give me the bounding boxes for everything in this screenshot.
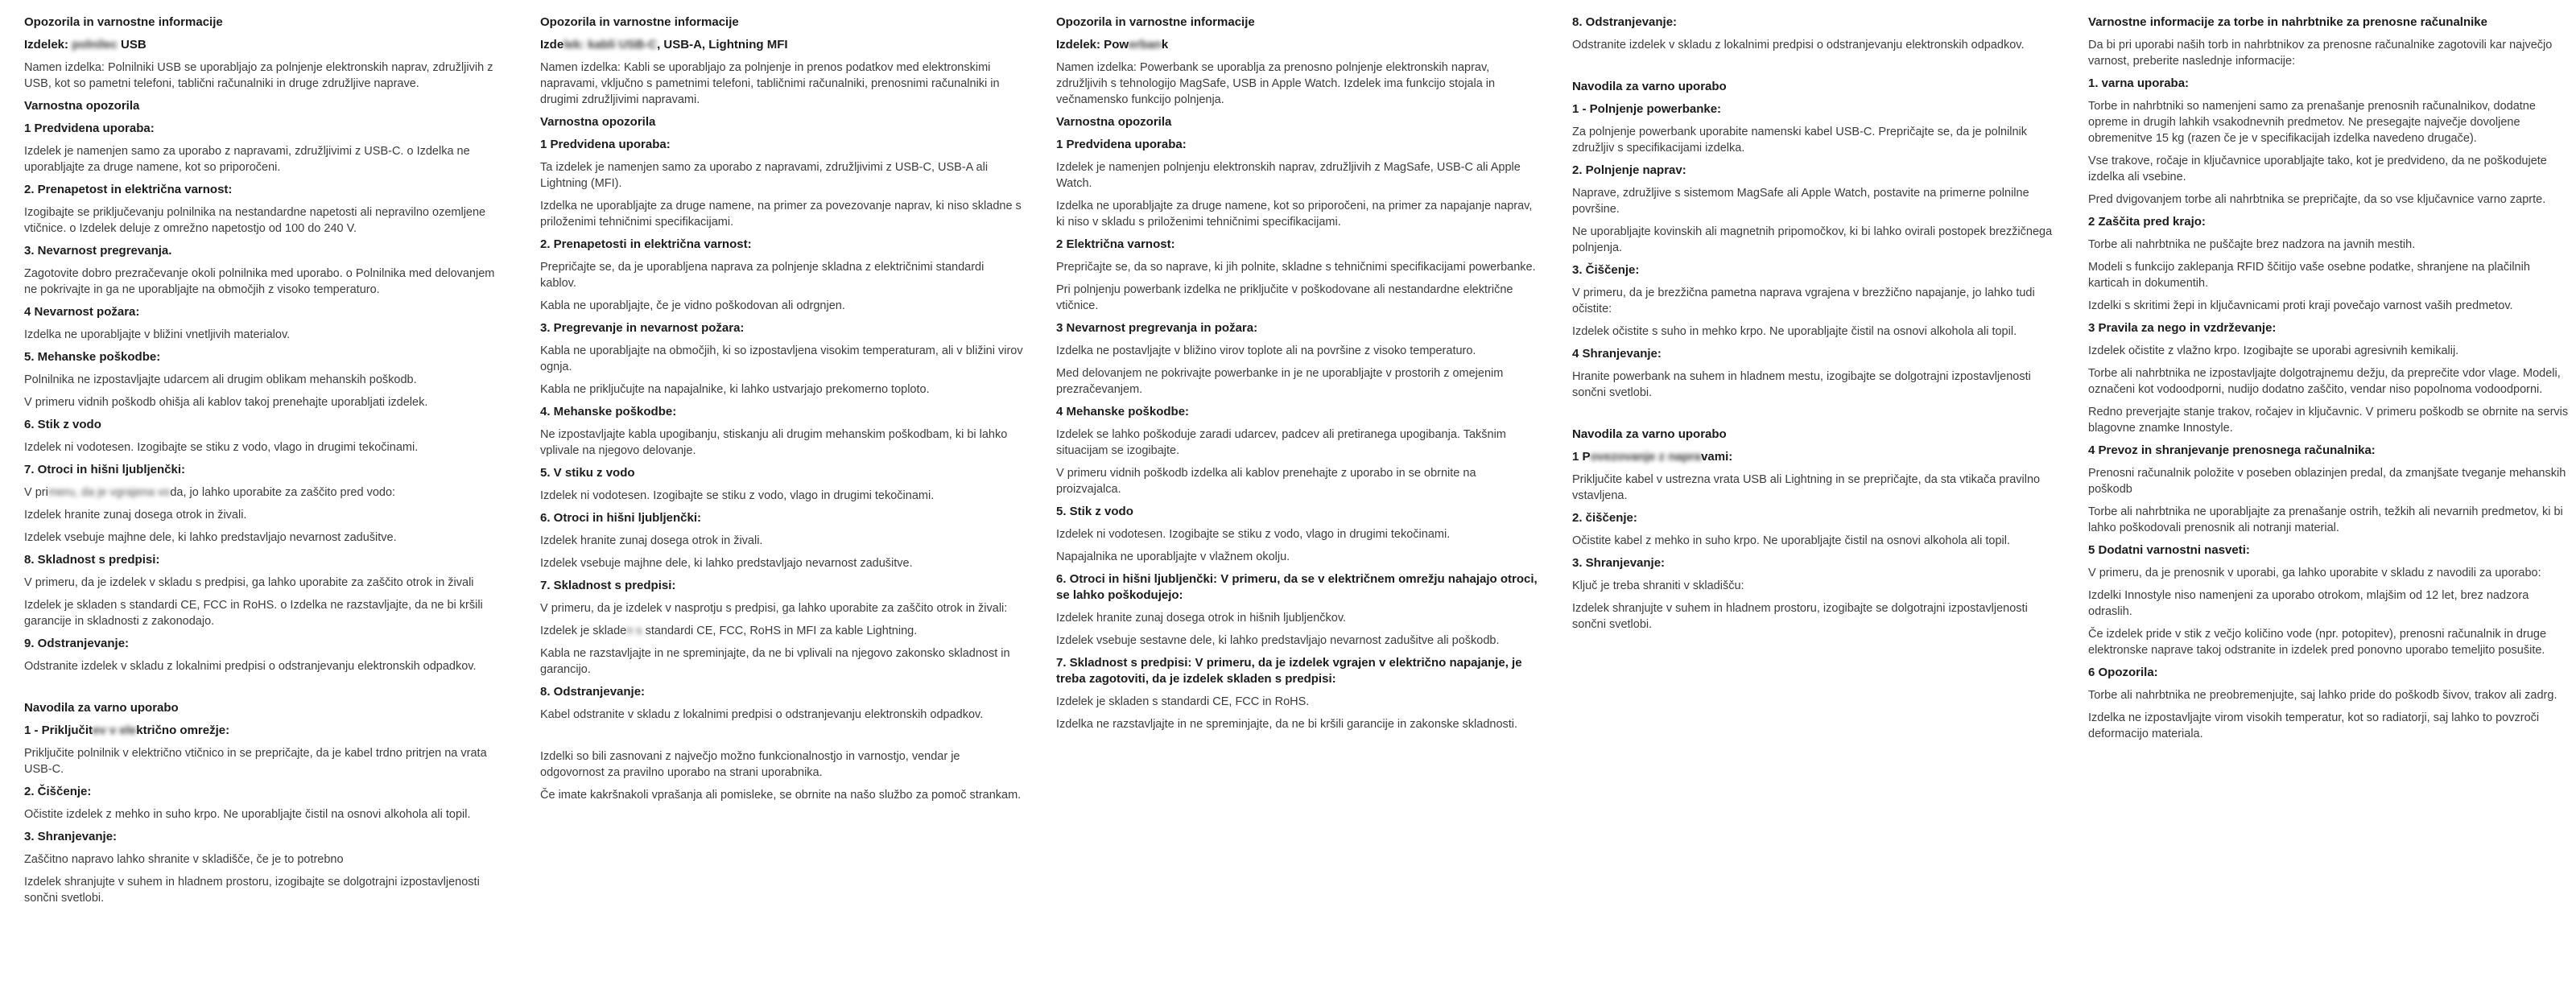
section-heading bbox=[1572, 449, 2055, 465]
paragraph: Če izdelek pride v stik z večjo količino vode (npr. potopitev), prenosni računalnik in druge elektronske naprave takoj odstranite in izdelek pred ponovno uporabo temeljito posušite. bbox=[2088, 628, 2547, 657]
text-run: vami: bbox=[1701, 450, 1733, 464]
section-heading: 6. Otroci in hišni ljubljenčki: V primeru, da se v električnem omrežju nahajajo otroci, se lahko poškodujejo: bbox=[1056, 572, 1538, 602]
text-run: da, jo lahko uporabite za zaščito pred vodo: bbox=[170, 486, 396, 499]
text-run: Izde bbox=[540, 38, 564, 52]
paragraph: Pred dvigovanjem torbe ali nahrbtnika se prepričajte, da so vse ključavnice varno zaprte. bbox=[2088, 193, 2546, 206]
section-heading: 4. Mehanske poškodbe: bbox=[540, 405, 677, 418]
paragraph: Izdelek hranite zunaj dosega otrok in živali. bbox=[540, 534, 763, 547]
paragraph: Polnilnika ne izpostavljajte udarcem ali drugim oblikam mehanskih poškodb. bbox=[24, 373, 417, 386]
paragraph: Izdelek se lahko poškoduje zaradi udarcev, padcev ali pretiranega upogibanja. Takšnim situacijam se izogibajte. bbox=[1056, 428, 1506, 457]
paragraph: Torbe ali nahrbtnika ne puščajte brez nadzora na javnih mestih. bbox=[2088, 238, 2416, 251]
column-usb-charger-warnings bbox=[24, 14, 507, 913]
paragraph: V primeru vidnih poškodb ohišja ali kablov takoj prenehajte uporabljati izdelek. bbox=[24, 396, 428, 409]
text-run: 1 P bbox=[1572, 450, 1591, 464]
section-heading: Varnostna opozorila bbox=[540, 115, 656, 129]
paragraph: Modeli s funkcijo zaklepanja RFID ščitijo vaše osebne podatke, shranjene na plačilnih karticah in dokumentih. bbox=[2088, 261, 2530, 290]
column-laptop-bags-safety bbox=[2088, 14, 2571, 748]
paragraph: Izdelki s skritimi žepi in ključavnicami proti kraji povečajo varnost vaših predmetov. bbox=[2088, 299, 2513, 312]
paragraph: Namen izdelka: Polnilniki USB se uporabljajo za polnjenje elektronskih naprav, združljivih z USB, kot so pametni telefoni, tablični računalniki in druge združljive naprave. bbox=[24, 61, 493, 90]
section-heading: 1 Predvidena uporaba: bbox=[24, 122, 155, 135]
paragraph: V primeru vidnih poškodb izdelka ali kablov prenehajte z uporabo in se obrnite na proizvajalca. bbox=[1056, 467, 1476, 496]
paragraph bbox=[24, 484, 507, 501]
blurred-text-run: n s bbox=[626, 625, 646, 637]
section-heading: 7. Otroci in hišni ljubljenčki: bbox=[24, 463, 186, 476]
paragraph: V primeru, da je izdelek v skladu s predpisi, ga lahko uporabite za zaščito otrok in živali bbox=[24, 576, 474, 589]
text-run: k bbox=[1161, 38, 1169, 52]
section-heading: 6 Opozorila: bbox=[2088, 666, 2158, 679]
paragraph: Kabla ne uporabljajte na območjih, ki so izpostavljena visokim temperaturam, ali v bližini virov ognja. bbox=[540, 344, 1023, 373]
paragraph: Izdelka ne uporabljajte za druge namene, kot so priporočeni, na primer za napajanje naprav, ki niso v skladu s priloženimi tehničnimi specifikacijami. bbox=[1056, 200, 1533, 229]
section-heading: 5. Mehanske poškodbe: bbox=[24, 350, 161, 364]
paragraph: Zagotovite dobro prezračevanje okoli polnilnika med uporabo. o Polnilnika med delovanjem ne pokrivajte in ga ne uporabljajte na območjih z visoko temperaturo. bbox=[24, 267, 495, 296]
text-run: Izdelek: bbox=[24, 38, 72, 52]
section-heading: 3. Čiščenje: bbox=[1572, 263, 1640, 277]
section-heading bbox=[1056, 37, 1539, 53]
section-heading: 1 - Polnjenje powerbanke: bbox=[1572, 102, 1722, 116]
paragraph: Odstranite izdelek v skladu z lokalnimi predpisi o odstranjevanju elektronskih odpadkov. bbox=[24, 660, 477, 673]
text-run: , USB-A, Lightning MFI bbox=[657, 38, 788, 52]
paragraph: V primeru, da je prenosnik v uporabi, ga lahko uporabite v skladu z navodili za uporabo: bbox=[2088, 567, 2541, 579]
paragraph: Če imate kakršnakoli vprašanja ali pomisleke, se obrnite na našo službo za pomoč strankam. bbox=[540, 789, 1022, 802]
section-heading bbox=[24, 37, 507, 53]
paragraph: Izdelek očistite z vlažno krpo. Izogibajte se uporabi agresivnih kemikalij. bbox=[2088, 344, 2459, 357]
paragraph bbox=[540, 623, 1023, 639]
paragraph: Kabla ne priključujte na napajalnike, ki lahko ustvarjajo prekomerno toploto. bbox=[540, 383, 930, 396]
paragraph: Izogibajte se priključevanju polnilnika na nestandardne napetosti ali nepravilno ozemljene vtičnice. o Izdelek deluje z omrežno napetostjo od 100 do 240 V. bbox=[24, 206, 486, 235]
paragraph: Priključite kabel v ustrezna vrata USB ali Lightning in se prepričajte, da sta vtikača pravilno vstavljena. bbox=[1572, 473, 2041, 502]
paragraph: Torbe ali nahrbtnika ne uporabljajte za prenašanje ostrih, težkih ali nevarnih predmetov, ki bi lahko poškodovali prenosnik ali notranji material. bbox=[2088, 505, 2563, 534]
paragraph: Očistite kabel z mehko in suho krpo. Ne uporabljajte čistil na osnovi alkohola ali topil. bbox=[1572, 534, 2011, 547]
section-heading: 2. Prenapetosti in električna varnost: bbox=[540, 237, 752, 251]
section-heading: Varnostna opozorila bbox=[1056, 115, 1172, 129]
section-heading: 8. Skladnost s predpisi: bbox=[24, 553, 160, 567]
spacer bbox=[1572, 60, 2055, 79]
section-heading: 3. Nevarnost pregrevanja. bbox=[24, 244, 172, 258]
section-heading: 7. Skladnost s predpisi: bbox=[540, 579, 676, 592]
section-heading: 4 Prevoz in shranjevanje prenosnega računalnika: bbox=[2088, 443, 2376, 457]
section-heading: 5. Stik z vodo bbox=[1056, 505, 1133, 518]
section-heading: 4 Mehanske poškodbe: bbox=[1056, 405, 1190, 418]
section-heading: Opozorila in varnostne informacije bbox=[24, 15, 223, 29]
paragraph: Izdelek je namenjen samo za uporabo z napravami, združljivimi z USB-C. o Izdelka ne uporabljajte za druge namene, kot so priporočeni. bbox=[24, 145, 470, 174]
section-heading: 1 Predvidena uporaba: bbox=[540, 138, 671, 151]
paragraph: Izdelek je skladen s standardi CE, FCC in RoHS. bbox=[1056, 695, 1310, 708]
paragraph: Torbe ali nahrbtnika ne preobremenjujte, saj lahko pride do poškodb šivov, trakov ali zadrg. bbox=[2088, 689, 2557, 702]
column-cables-warnings bbox=[540, 14, 1023, 810]
paragraph: Očistite izdelek z mehko in suho krpo. Ne uporabljajte čistil na osnovi alkohola ali topil. bbox=[24, 808, 471, 821]
paragraph: Ta izdelek je namenjen samo za uporabo z napravami, združljivimi z USB-C, USB-A ali Lightning (MFI). bbox=[540, 161, 989, 190]
paragraph: Izdelek vsebuje majhne dele, ki lahko predstavljajo nevarnost zadušitve. bbox=[540, 557, 913, 570]
paragraph: V primeru, da je brezžična pametna naprava vgrajena v brezžično napajanje, jo lahko tudi očistite: bbox=[1572, 287, 2035, 315]
section-heading: 2 Električna varnost: bbox=[1056, 237, 1175, 251]
section-heading: 4 Nevarnost požara: bbox=[24, 305, 140, 319]
section-heading: 3 Pravila za nego in vzdrževanje: bbox=[2088, 321, 2277, 335]
paragraph: Izdelka ne postavljajte v bližino virov toplote ali na površine z visoko temperaturo. bbox=[1056, 344, 1476, 357]
blurred-text-run: ovezovanje z napra bbox=[1590, 450, 1702, 464]
section-heading: 3 Nevarnost pregrevanja in požara: bbox=[1056, 321, 1258, 335]
blurred-text-run: lek: kabli USB-C bbox=[564, 38, 658, 52]
paragraph: Torbe ali nahrbtnika ne izpostavljajte dolgotrajnemu dežju, da preprečite vdor vlage. Modeli, označeni kot vodoodporni, nudijo dodatno zaščito, vendar niso popolnoma vodoodporni. bbox=[2088, 367, 2561, 396]
section-heading: 3. Shranjevanje: bbox=[24, 830, 118, 843]
paragraph: Naprave, združljive s sistemom MagSafe ali Apple Watch, postavite na primerne polnilne površine. bbox=[1572, 187, 2029, 216]
section-heading: 2. čiščenje: bbox=[1572, 511, 1637, 525]
section-heading: 3. Pregrevanje in nevarnost požara: bbox=[540, 321, 745, 335]
paragraph: Izdelka ne razstavljajte in ne spreminjajte, da ne bi kršili garancije in zakonske skladnosti. bbox=[1056, 718, 1518, 731]
paragraph: Namen izdelka: Kabli se uporabljajo za polnjenje in prenos podatkov med elektronskimi napravami, vključno s pametnimi telefoni, tabličnimi računalniki, prenosnimi računalniki in drugimi združljivimi napravami. bbox=[540, 61, 1000, 106]
section-heading: 7. Skladnost s predpisi: V primeru, da je izdelek vgrajen v električno napajanje, je treba zagotoviti, da je izdelek skladen s predpisi: bbox=[1056, 656, 1522, 686]
paragraph: Izdelek ni vodotesen. Izogibajte se stiku z vodo, vlago in drugimi tekočinami. bbox=[24, 441, 419, 454]
blurred-text-run: erban bbox=[1129, 38, 1162, 52]
paragraph: Za polnjenje powerbank uporabite namenski kabel USB-C. Prepričajte se, da je polnilnik združljiv s specifikacijami izdelka. bbox=[1572, 126, 2028, 155]
paragraph: Izdelek hranite zunaj dosega otrok in hišnih ljubljenčkov. bbox=[1056, 612, 1347, 625]
section-heading: Varnostne informacije za torbe in nahrbtnike za prenosne računalnike bbox=[2088, 15, 2487, 29]
section-heading: 8. Odstranjevanje: bbox=[1572, 15, 1678, 29]
section-heading: 1. varna uporaba: bbox=[2088, 76, 2190, 90]
paragraph: Izdelek vsebuje majhne dele, ki lahko predstavljajo nevarnost zadušitve. bbox=[24, 531, 397, 544]
paragraph: Napajalnika ne uporabljajte v vlažnem okolju. bbox=[1056, 550, 1290, 563]
paragraph: Kabla ne razstavljajte in ne spreminjajte, da ne bi vplivali na njegovo zakonsko skladnost in garancijo. bbox=[540, 647, 1010, 676]
column-powerbank-warnings bbox=[1056, 14, 1539, 739]
section-heading: 2. Čiščenje: bbox=[24, 785, 92, 798]
section-heading: 5. V stiku z vodo bbox=[540, 466, 635, 480]
spacer bbox=[24, 681, 507, 700]
paragraph: Izdelka ne izpostavljajte virom visokih temperatur, kot so radiatorji, saj lahko to povzroči deformacijo materiala. bbox=[2088, 711, 2540, 740]
text-run: V pri bbox=[24, 486, 48, 499]
paragraph: Pri polnjenju powerbank izdelka ne priključite v poškodovane ali nestandardne električne vtičnice. bbox=[1056, 283, 1513, 312]
paragraph: Vse trakove, ročaje in ključavnice uporabljajte tako, kot je predvideno, da ne poškodujete izdelka ali vsebine. bbox=[2088, 155, 2547, 183]
paragraph: Odstranite izdelek v skladu z lokalnimi predpisi o odstranjevanju elektronskih odpadkov. bbox=[1572, 39, 2025, 52]
section-heading: Navodila za varno uporabo bbox=[1572, 80, 1727, 93]
section-heading: 4 Shranjevanje: bbox=[1572, 347, 1662, 361]
blurred-text-run: polnilec bbox=[72, 38, 118, 52]
paragraph: Med delovanjem ne pokrivajte powerbanke in je ne uporabljajte v prostorih z omejenim prezračevanjem. bbox=[1056, 367, 1504, 396]
section-heading: 2. Polnjenje naprav: bbox=[1572, 163, 1686, 177]
section-heading: 6. Otroci in hišni ljubljenčki: bbox=[540, 511, 702, 525]
paragraph: Izdelek ni vodotesen. Izogibajte se stiku z vodo, vlago in drugimi tekočinami. bbox=[1056, 528, 1451, 541]
section-heading: Opozorila in varnostne informacije bbox=[1056, 15, 1255, 29]
paragraph: Redno preverjajte stanje trakov, ročajev in ključavnic. V primeru poškodb se obrnite na servis blagovne znamke Innostyle. bbox=[2088, 406, 2569, 435]
paragraph: Zaščitno napravo lahko shranite v skladišče, če je to potrebno bbox=[24, 853, 344, 866]
section-heading: 6. Stik z vodo bbox=[24, 418, 101, 431]
blurred-text-run: ev v ele bbox=[93, 724, 137, 737]
paragraph: Izdelek hranite zunaj dosega otrok in živali. bbox=[24, 509, 247, 522]
section-heading: Navodila za varno uporabo bbox=[24, 701, 179, 715]
paragraph: Da bi pri uporabi naših torb in nahrbtnikov za prenosne računalnike zagotovili kar največjo varnost, preberite naslednje informacije: bbox=[2088, 39, 2553, 68]
paragraph: V primeru, da je izdelek v nasprotju s predpisi, ga lahko uporabite za zaščito otrok in živali: bbox=[540, 602, 1008, 615]
section-heading: 2. Prenapetost in električna varnost: bbox=[24, 183, 233, 196]
paragraph: Izdelek je skladen s standardi CE, FCC in RoHS. o Izdelka ne razstavljajte, da ne bi kršili garancije in skladnosti z zakonodajo. bbox=[24, 599, 483, 628]
section-heading: Opozorila in varnostne informacije bbox=[540, 15, 739, 29]
paragraph: Namen izdelka: Powerbank se uporablja za prenosno polnjenje elektronskih naprav, združljivih s tehnologijo MagSafe, USB in Apple Watch. Izdelek ima funkcijo stojala in večnamensko funkcijo polnjenja. bbox=[1056, 61, 1496, 106]
paragraph: Hranite powerbank na suhem in hladnem mestu, izogibajte se dolgotrajni izpostavljenosti sončni svetlobi. bbox=[1572, 370, 2031, 399]
section-heading: Navodila za varno uporabo bbox=[1572, 427, 1727, 441]
paragraph: Prepričajte se, da je uporabljena naprava za polnjenje skladna z električnimi standardi kablov. bbox=[540, 261, 985, 290]
paragraph: Priključite polnilnik v električno vtičnico in se prepričajte, da je kabel trdno pritrjen na vrata USB-C. bbox=[24, 747, 487, 776]
paragraph: Izdelek očistite s suho in mehko krpo. Ne uporabljajte čistil na osnovi alkohola ali topil. bbox=[1572, 325, 2017, 338]
paragraph: Torbe in nahrbtniki so namenjeni samo za prenašanje prenosnih računalnikov, dodatne opreme in drugih lahkih vsakodnevnih predmetov. Ne presegajte največje dovoljene obremenitve 15 kg (razen če je v specifikacijah izdelka navedeno drugače). bbox=[2088, 100, 2536, 145]
paragraph: Ne uporabljajte kovinskih ali magnetnih pripomočkov, ki bi lahko ovirali postopek brezžičnega polnjenja. bbox=[1572, 225, 2053, 254]
paragraph: Izdelki Innostyle niso namenjeni za uporabo otrokom, mlajšim od 12 let, brez nadzora odraslih. bbox=[2088, 589, 2529, 618]
text-run: ktrično omrežje: bbox=[136, 724, 230, 737]
section-heading bbox=[24, 723, 507, 739]
paragraph: Ne izpostavljajte kabla upogibanju, stiskanju ali drugim mehanskim poškodbam, ki bi lahko vplivale na njegovo delovanje. bbox=[540, 428, 1008, 457]
paragraph: Kabel odstranite v skladu z lokalnimi predpisi o odstranjevanju elektronskih odpadkov. bbox=[540, 708, 984, 721]
text-run: Izdelek je sklade bbox=[540, 625, 627, 637]
spacer bbox=[1572, 407, 2055, 427]
section-heading: 5 Dodatni varnostni nasveti: bbox=[2088, 543, 2250, 557]
section-heading: 2 Zaščita pred krajo: bbox=[2088, 215, 2206, 229]
text-run: USB bbox=[117, 38, 147, 52]
paragraph: Izdelka ne uporabljajte za druge namene, na primer za povezovanje naprav, ki niso skladne s priloženimi tehničnimi specifikacijami. bbox=[540, 200, 1022, 229]
column-powerbank-usage-instructions bbox=[1572, 14, 2055, 639]
section-heading: 9. Odstranjevanje: bbox=[24, 637, 130, 650]
paragraph: Izdelek je namenjen polnjenju elektronskih naprav, združljivih z MagSafe, USB-C ali Apple Watch. bbox=[1056, 161, 1521, 190]
section-heading bbox=[540, 37, 1023, 53]
paragraph: Izdelek shranjujte v suhem in hladnem prostoru, izogibajte se dolgotrajni izpostavljenosti sončni svetlobi. bbox=[24, 876, 480, 905]
section-heading: 3. Shranjevanje: bbox=[1572, 556, 1666, 570]
paragraph: Kabla ne uporabljajte, če je vidno poškodovan ali odrgnjen. bbox=[540, 299, 845, 312]
section-heading: 1 Predvidena uporaba: bbox=[1056, 138, 1187, 151]
paragraph: Prenosni računalnik položite v poseben oblazinjen predal, da zmanjšate tveganje mehanskih poškodb bbox=[2088, 467, 2566, 496]
paragraph: Ključ je treba shraniti v skladišču: bbox=[1572, 579, 1744, 592]
paragraph: Izdelek ni vodotesen. Izogibajte se stiku z vodo, vlago in drugimi tekočinami. bbox=[540, 489, 935, 502]
paragraph: Izdelek shranjujte v suhem in hladnem prostoru, izogibajte se dolgotrajni izpostavljenosti sončni svetlobi. bbox=[1572, 602, 2028, 631]
spacer bbox=[540, 729, 1023, 748]
paragraph: Izdelka ne uporabljajte v bližini vnetljivih materialov. bbox=[24, 328, 291, 341]
paragraph: Prepričajte se, da so naprave, ki jih polnite, skladne s tehničnimi specifikacijami powerbanke. bbox=[1056, 261, 1536, 274]
blurred-text-run: meru, da je vgrajena vo bbox=[47, 486, 171, 499]
text-run: standardi CE, FCC, RoHS in MFI za kable Lightning. bbox=[645, 625, 918, 637]
text-run: 1 - Priključit bbox=[24, 724, 93, 737]
section-heading: Varnostna opozorila bbox=[24, 99, 140, 113]
section-heading: 8. Odstranjevanje: bbox=[540, 685, 646, 699]
paragraph: Izdelek vsebuje sestavne dele, ki lahko predstavljajo nevarnost zadušitve ali poškodb. bbox=[1056, 634, 1500, 647]
text-run: Izdelek: Pow bbox=[1056, 38, 1129, 52]
paragraph: Izdelki so bili zasnovani z največjo možno funkcionalnostjo in varnostjo, vendar je odgovornost za pravilno uporabo na strani uporabnika. bbox=[540, 750, 960, 779]
